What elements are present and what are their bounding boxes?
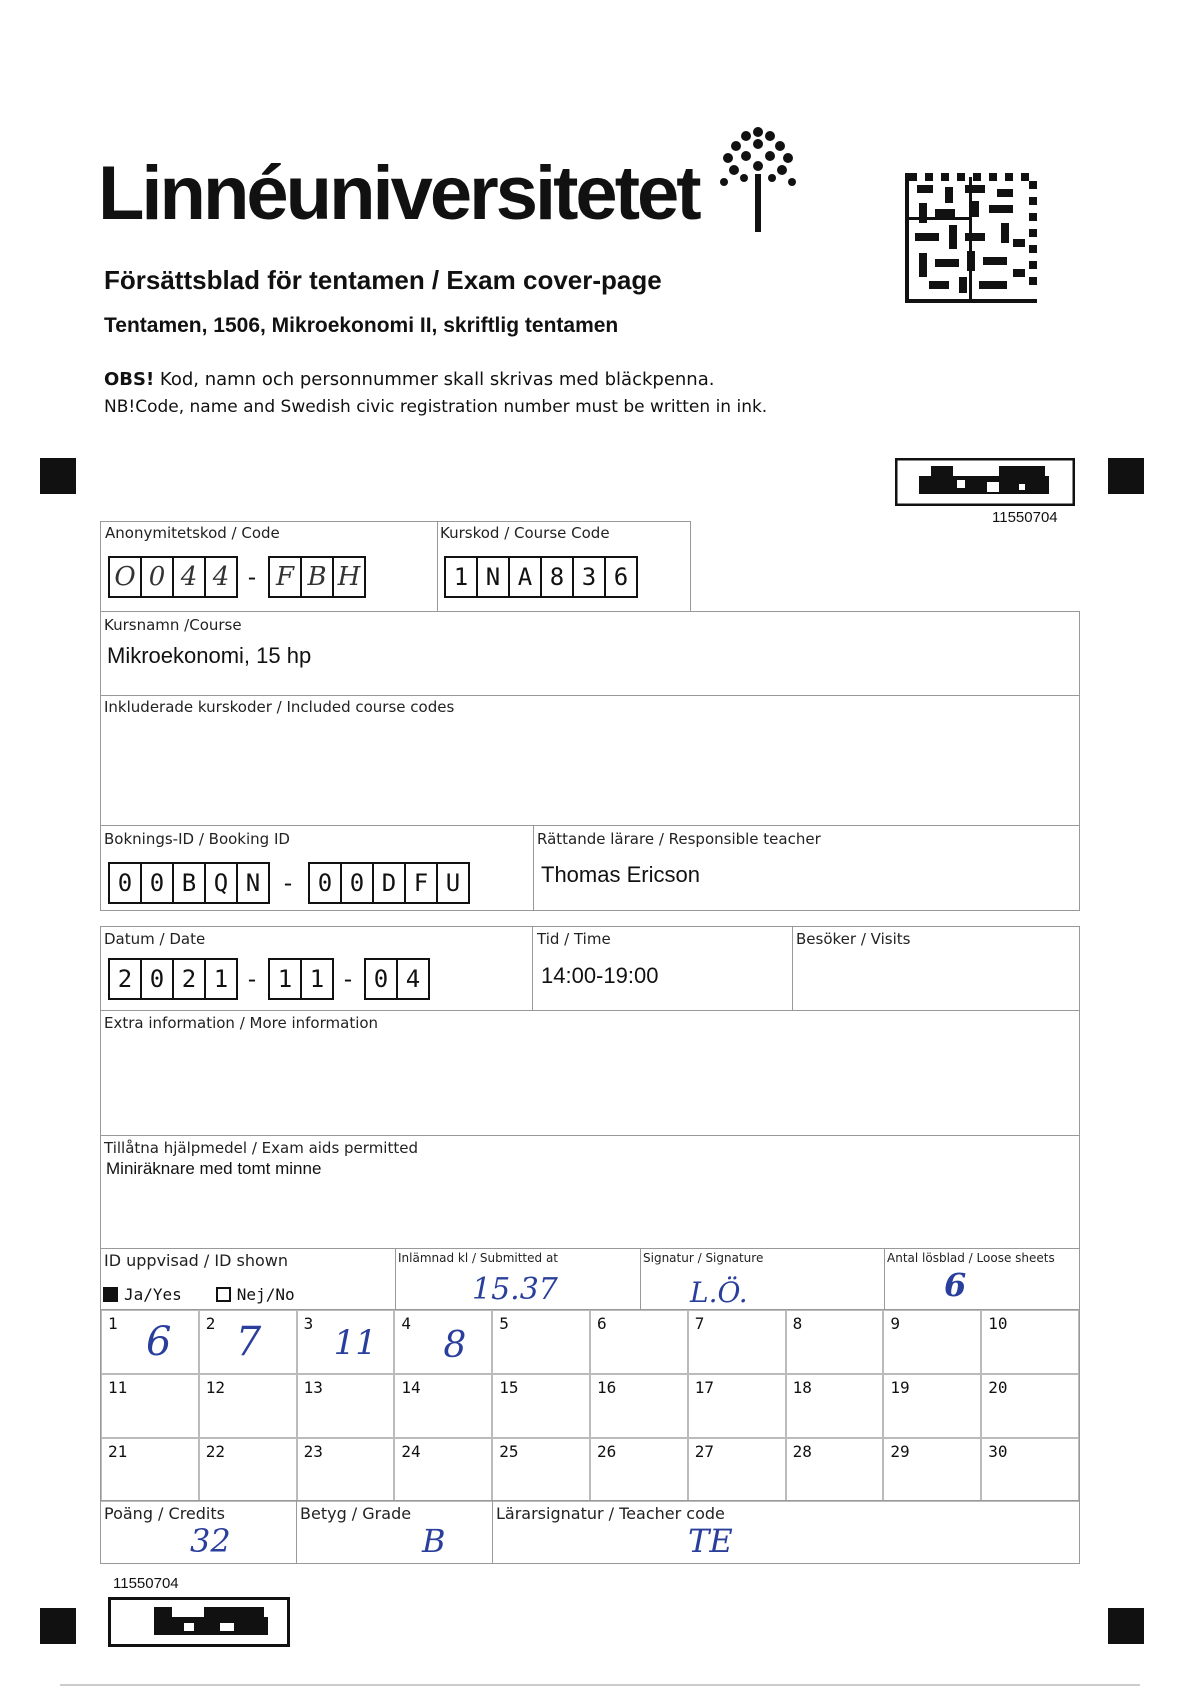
cell-number: 19 — [890, 1378, 910, 1397]
teacher-code-label: Lärarsignatur / Teacher code — [496, 1504, 725, 1523]
course-code-char: 1 — [444, 556, 478, 598]
grid-cell — [883, 1374, 981, 1438]
date-char: 1 — [268, 958, 302, 1000]
grid-cell — [883, 1310, 981, 1374]
booking-char: D — [372, 862, 406, 904]
cell-number: 17 — [694, 1378, 715, 1397]
cell-number: 21 — [108, 1442, 128, 1461]
submission-divider — [395, 1248, 396, 1310]
course-name-label: Kursnamn /Course — [104, 616, 242, 634]
cell-number: 6 — [597, 1314, 607, 1333]
cell-score: 8 — [443, 1325, 467, 1366]
university-logo — [98, 150, 699, 237]
exam-aids-value: Miniräknare med tomt minne — [106, 1159, 322, 1178]
cell-number: 12 — [205, 1378, 226, 1397]
question-grid — [100, 1309, 1080, 1501]
date-label: Datum / Date — [104, 930, 206, 948]
cell-number: 29 — [890, 1442, 910, 1461]
course-code-char: 6 — [604, 556, 638, 598]
booking-char: F — [404, 862, 438, 904]
submitted-at-label: Inlämnad kl / Submitted at — [398, 1251, 559, 1265]
id-shown-options — [103, 1285, 295, 1304]
doc-number-bottom: 11550704 — [113, 1575, 179, 1592]
credits-value: 32 — [190, 1522, 231, 1560]
booking-dash: - — [280, 869, 296, 897]
cell-number: 20 — [988, 1378, 1008, 1397]
cell-number: 27 — [694, 1442, 715, 1461]
result-divider — [296, 1500, 297, 1564]
date-char: 4 — [396, 958, 430, 1000]
course-code-boxes — [444, 556, 636, 598]
date-boxes — [108, 958, 428, 1000]
grid-cell — [101, 1310, 199, 1374]
course-code-label: Kurskod / Course Code — [440, 524, 610, 542]
teacher-label: Rättande lärare / Responsible teacher — [537, 830, 821, 848]
grid-cell — [688, 1374, 786, 1438]
registration-mark-top-right — [1108, 458, 1144, 494]
registration-mark-bottom-left — [40, 1608, 76, 1644]
course-code-char: N — [476, 556, 510, 598]
grid-cell — [688, 1438, 786, 1502]
submission-divider — [640, 1248, 641, 1310]
anon-char: H — [332, 556, 366, 598]
bottom-scan-line — [60, 1684, 1140, 1686]
grid-cell — [590, 1374, 688, 1438]
included-codes-label: Inkluderade kurskoder / Included course codes — [104, 698, 455, 716]
grid-cell — [297, 1438, 395, 1502]
grade-label: Betyg / Grade — [300, 1504, 412, 1523]
grid-cell — [101, 1374, 199, 1438]
cell-number: 1 — [108, 1314, 118, 1333]
anon-char: O — [108, 556, 142, 598]
ja-label: Ja/Yes — [124, 1285, 182, 1304]
cell-number: 8 — [792, 1314, 803, 1333]
barcode-top — [895, 458, 1075, 506]
booking-char: 0 — [340, 862, 374, 904]
booking-char: B — [172, 862, 206, 904]
cell-number: 22 — [205, 1442, 226, 1461]
logo-text: Linnéuniversitetet — [98, 151, 699, 236]
page-title: Försättsblad för tentamen / Exam cover-page — [104, 265, 662, 295]
booking-char: Q — [204, 862, 238, 904]
credits-label: Poäng / Credits — [104, 1504, 225, 1523]
submission-divider — [884, 1248, 885, 1310]
obs-text: Kod, namn och personnummer skall skrivas med bläckpenna. — [154, 369, 715, 390]
anon-dash: - — [244, 563, 260, 591]
id-shown-label: ID uppvisad / ID shown — [104, 1251, 288, 1270]
cell-score: 11 — [333, 1323, 377, 1363]
doc-number-top: 11550704 — [992, 509, 1058, 526]
anon-char: F — [268, 556, 302, 598]
ja-checkbox[interactable] — [103, 1287, 118, 1302]
booking-char: U — [436, 862, 470, 904]
grid-cell — [297, 1310, 395, 1374]
time-label: Tid / Time — [537, 930, 611, 948]
time-value: 14:00-19:00 — [541, 963, 659, 988]
cell-number: 23 — [303, 1442, 323, 1461]
cell-number: 15 — [499, 1378, 519, 1397]
cell-number: 28 — [792, 1442, 812, 1461]
signature-label: Signatur / Signature — [643, 1251, 764, 1265]
grid-cell — [199, 1310, 297, 1374]
obs-note — [104, 369, 714, 390]
grid-cell — [981, 1310, 1079, 1374]
loose-sheets-value: 6 — [944, 1266, 967, 1304]
grid-cell — [199, 1438, 297, 1502]
cell-number: 10 — [988, 1314, 1008, 1333]
date-char: 0 — [140, 958, 174, 1000]
grid-cell — [492, 1438, 590, 1502]
cell-number: 16 — [597, 1378, 617, 1397]
nb-note: NB!Code, name and Swedish civic registration number must be written in ink. — [104, 397, 768, 417]
grid-cell — [883, 1438, 981, 1502]
booking-id-boxes — [108, 862, 468, 904]
barcode-bottom — [108, 1597, 290, 1647]
grid-cell — [786, 1438, 884, 1502]
cell-number: 14 — [401, 1378, 421, 1397]
cell-number: 30 — [988, 1442, 1008, 1461]
anon-code-boxes — [108, 556, 364, 598]
grid-cell — [981, 1374, 1079, 1438]
cell-number: 5 — [499, 1314, 509, 1333]
booking-char: N — [236, 862, 270, 904]
booking-label: Boknings-ID / Booking ID — [104, 830, 290, 848]
date-char: 1 — [204, 958, 238, 1000]
obs-bold: OBS! — [104, 369, 155, 390]
anon-char: 4 — [204, 556, 238, 598]
grid-cell — [981, 1438, 1079, 1502]
teacher-value: Thomas Ericson — [541, 862, 700, 887]
course-code-char: 8 — [540, 556, 574, 598]
date-char: 2 — [108, 958, 142, 1000]
visits-label: Besöker / Visits — [796, 930, 911, 948]
course-name-value: Mikroekonomi, 15 hp — [107, 643, 312, 668]
cell-score: 6 — [146, 1319, 172, 1365]
loose-sheets-label: Antal lösblad / Loose sheets — [887, 1251, 1055, 1265]
course-code-char: 3 — [572, 556, 606, 598]
cell-number: 24 — [401, 1442, 421, 1461]
grid-cell — [394, 1374, 492, 1438]
student-signature: L.Ö. — [690, 1276, 748, 1309]
datamatrix-code — [905, 173, 1037, 303]
grid-cell — [786, 1374, 884, 1438]
teacher-code-value: TE — [688, 1522, 733, 1560]
grid-cell — [297, 1374, 395, 1438]
date-char: 1 — [300, 958, 334, 1000]
anon-char: 4 — [172, 556, 206, 598]
cell-number: 2 — [205, 1314, 216, 1333]
date-dash: - — [244, 965, 260, 993]
grid-cell — [590, 1310, 688, 1374]
course-code-char: A — [508, 556, 542, 598]
cell-score: 7 — [235, 1319, 262, 1365]
cell-number: 26 — [597, 1442, 617, 1461]
date-char: 2 — [172, 958, 206, 1000]
cell-number: 13 — [303, 1378, 323, 1397]
nej-label: Nej/No — [236, 1285, 295, 1304]
submitted-at-value: 15.37 — [472, 1272, 558, 1307]
exam-subtitle: Tentamen, 1506, Mikroekonomi II, skriftlig tentamen — [104, 314, 619, 337]
grid-cell — [394, 1310, 492, 1374]
cell-number: 4 — [401, 1314, 412, 1333]
anon-char: 0 — [140, 556, 174, 598]
nej-checkbox[interactable] — [216, 1287, 231, 1302]
booking-char: 0 — [140, 862, 174, 904]
booking-char: 0 — [308, 862, 342, 904]
cell-number: 9 — [890, 1314, 901, 1333]
tree-logo-icon — [718, 126, 800, 234]
grid-cell — [492, 1310, 590, 1374]
registration-mark-top-left — [40, 458, 76, 494]
cell-number: 11 — [108, 1378, 128, 1397]
grid-cell — [590, 1438, 688, 1502]
grid-cell — [688, 1310, 786, 1374]
anon-code-label: Anonymitetskod / Code — [105, 524, 280, 542]
result-divider — [492, 1500, 493, 1564]
grid-cell — [786, 1310, 884, 1374]
grid-cell — [101, 1438, 199, 1502]
grade-value: B — [422, 1522, 446, 1560]
date-char: 0 — [364, 958, 398, 1000]
grid-cell — [492, 1374, 590, 1438]
anon-char: B — [300, 556, 334, 598]
cell-number: 3 — [303, 1314, 314, 1333]
extra-info-label: Extra information / More information — [104, 1014, 379, 1032]
exam-aids-label: Tillåtna hjälpmedel / Exam aids permitted — [104, 1139, 418, 1157]
date-dash: - — [340, 965, 356, 993]
grid-cell — [199, 1374, 297, 1438]
cell-number: 25 — [499, 1442, 519, 1461]
booking-char: 0 — [108, 862, 142, 904]
cell-number: 7 — [694, 1314, 705, 1333]
grid-cell — [394, 1438, 492, 1502]
cell-number: 18 — [792, 1378, 812, 1397]
registration-mark-bottom-right — [1108, 1608, 1144, 1644]
